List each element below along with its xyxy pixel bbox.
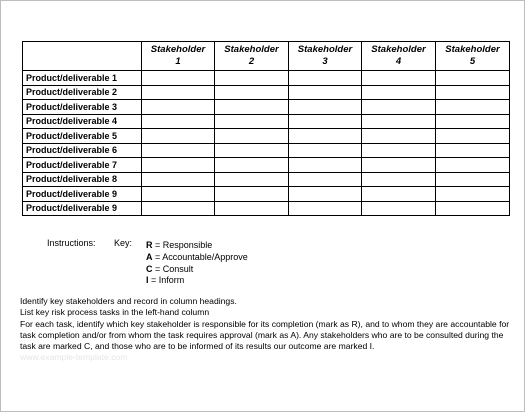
raci-cell[interactable] (142, 201, 215, 216)
key-label: Key: (114, 238, 133, 248)
table-row (23, 100, 510, 115)
table-row (23, 85, 510, 100)
raci-cell[interactable] (142, 85, 215, 100)
raci-cell[interactable] (142, 114, 215, 129)
raci-cell[interactable] (362, 71, 436, 86)
key-legend (146, 240, 248, 287)
raci-cell[interactable] (289, 114, 362, 129)
note-paragraph: For each task, identify which key stakeholder is responsible for its completion (mark as R), and to whom they are accountable for task completion and/or from whom the task requires approval (mark as A). Any stakeholders who are to be consulted during the task are marked C, and those who are to be informed of its results our outcome are marked I. (20, 318, 510, 352)
row-label: Product/deliverable 9 (23, 187, 142, 202)
raci-cell[interactable] (289, 100, 362, 115)
raci-cell[interactable] (289, 158, 362, 173)
raci-cell[interactable] (436, 187, 510, 202)
instructions-label: Instructions: (47, 238, 96, 248)
stakeholder-header-5: Stakeholder 5 (436, 42, 510, 71)
stakeholder-header-3: Stakeholder 3 (289, 42, 362, 71)
header-row (23, 42, 510, 71)
raci-cell[interactable] (436, 143, 510, 158)
raci-cell[interactable] (289, 85, 362, 100)
raci-cell[interactable] (362, 85, 436, 100)
raci-cell[interactable] (289, 143, 362, 158)
key-item-inform: I = Inform (146, 275, 185, 286)
raci-cell[interactable] (362, 201, 436, 216)
corner-cell (23, 42, 142, 71)
raci-cell[interactable] (215, 158, 289, 173)
row-label: Product/deliverable 5 (23, 129, 142, 144)
row-label: Product/deliverable 4 (23, 114, 142, 129)
raci-cell[interactable] (436, 100, 510, 115)
raci-cell[interactable] (362, 143, 436, 158)
raci-cell[interactable] (289, 201, 362, 216)
table-row (23, 187, 510, 202)
note-line-1: Identify key stakeholders and record in column headings. (20, 296, 237, 306)
raci-cell[interactable] (436, 71, 510, 86)
raci-cell[interactable] (289, 129, 362, 144)
raci-cell[interactable] (215, 129, 289, 144)
raci-cell[interactable] (215, 201, 289, 216)
table-row (23, 114, 510, 129)
raci-cell[interactable] (215, 187, 289, 202)
row-label: Product/deliverable 2 (23, 85, 142, 100)
raci-cell[interactable] (215, 172, 289, 187)
raci-cell[interactable] (142, 172, 215, 187)
raci-cell[interactable] (362, 100, 436, 115)
raci-cell[interactable] (142, 129, 215, 144)
stakeholder-header-1: Stakeholder 1 (142, 42, 215, 71)
faded-watermark-text: www.example-template.com (20, 352, 128, 363)
raci-cell[interactable] (215, 71, 289, 86)
raci-matrix (22, 41, 510, 216)
table-row (23, 201, 510, 216)
raci-cell[interactable] (142, 71, 215, 86)
table-row (23, 129, 510, 144)
raci-cell[interactable] (362, 158, 436, 173)
raci-cell[interactable] (142, 187, 215, 202)
raci-cell[interactable] (436, 201, 510, 216)
table-row (23, 143, 510, 158)
raci-cell[interactable] (436, 129, 510, 144)
raci-cell[interactable] (362, 172, 436, 187)
raci-cell[interactable] (436, 172, 510, 187)
row-label: Product/deliverable 9 (23, 201, 142, 216)
key-item-accountable: A = Accountable/Approve (146, 251, 248, 262)
raci-cell[interactable] (142, 143, 215, 158)
raci-cell[interactable] (289, 172, 362, 187)
raci-cell[interactable] (215, 143, 289, 158)
raci-cell[interactable] (436, 85, 510, 100)
table-row (23, 172, 510, 187)
stakeholder-header-4: Stakeholder 4 (362, 42, 436, 71)
row-label: Product/deliverable 8 (23, 172, 142, 187)
key-item-responsible: R = Responsible (146, 240, 213, 250)
note-line-2: List key risk process tasks in the left-hand column (20, 307, 210, 318)
raci-cell[interactable] (362, 187, 436, 202)
raci-cell[interactable] (289, 187, 362, 202)
instruction-notes (20, 296, 520, 364)
raci-cell[interactable] (215, 114, 289, 129)
raci-cell[interactable] (289, 71, 362, 86)
raci-cell[interactable] (362, 114, 436, 129)
raci-cell[interactable] (215, 100, 289, 115)
raci-cell[interactable] (362, 129, 436, 144)
key-item-consult: C = Consult (146, 263, 194, 274)
row-label: Product/deliverable 1 (23, 71, 142, 86)
raci-cell[interactable] (436, 114, 510, 129)
stakeholder-header-2: Stakeholder 2 (215, 42, 289, 71)
table-row (23, 158, 510, 173)
raci-cell[interactable] (142, 100, 215, 115)
row-label: Product/deliverable 6 (23, 143, 142, 158)
row-label: Product/deliverable 7 (23, 158, 142, 173)
raci-cell[interactable] (142, 158, 215, 173)
raci-cell[interactable] (215, 85, 289, 100)
row-label: Product/deliverable 3 (23, 100, 142, 115)
raci-cell[interactable] (436, 158, 510, 173)
table-row (23, 71, 510, 86)
